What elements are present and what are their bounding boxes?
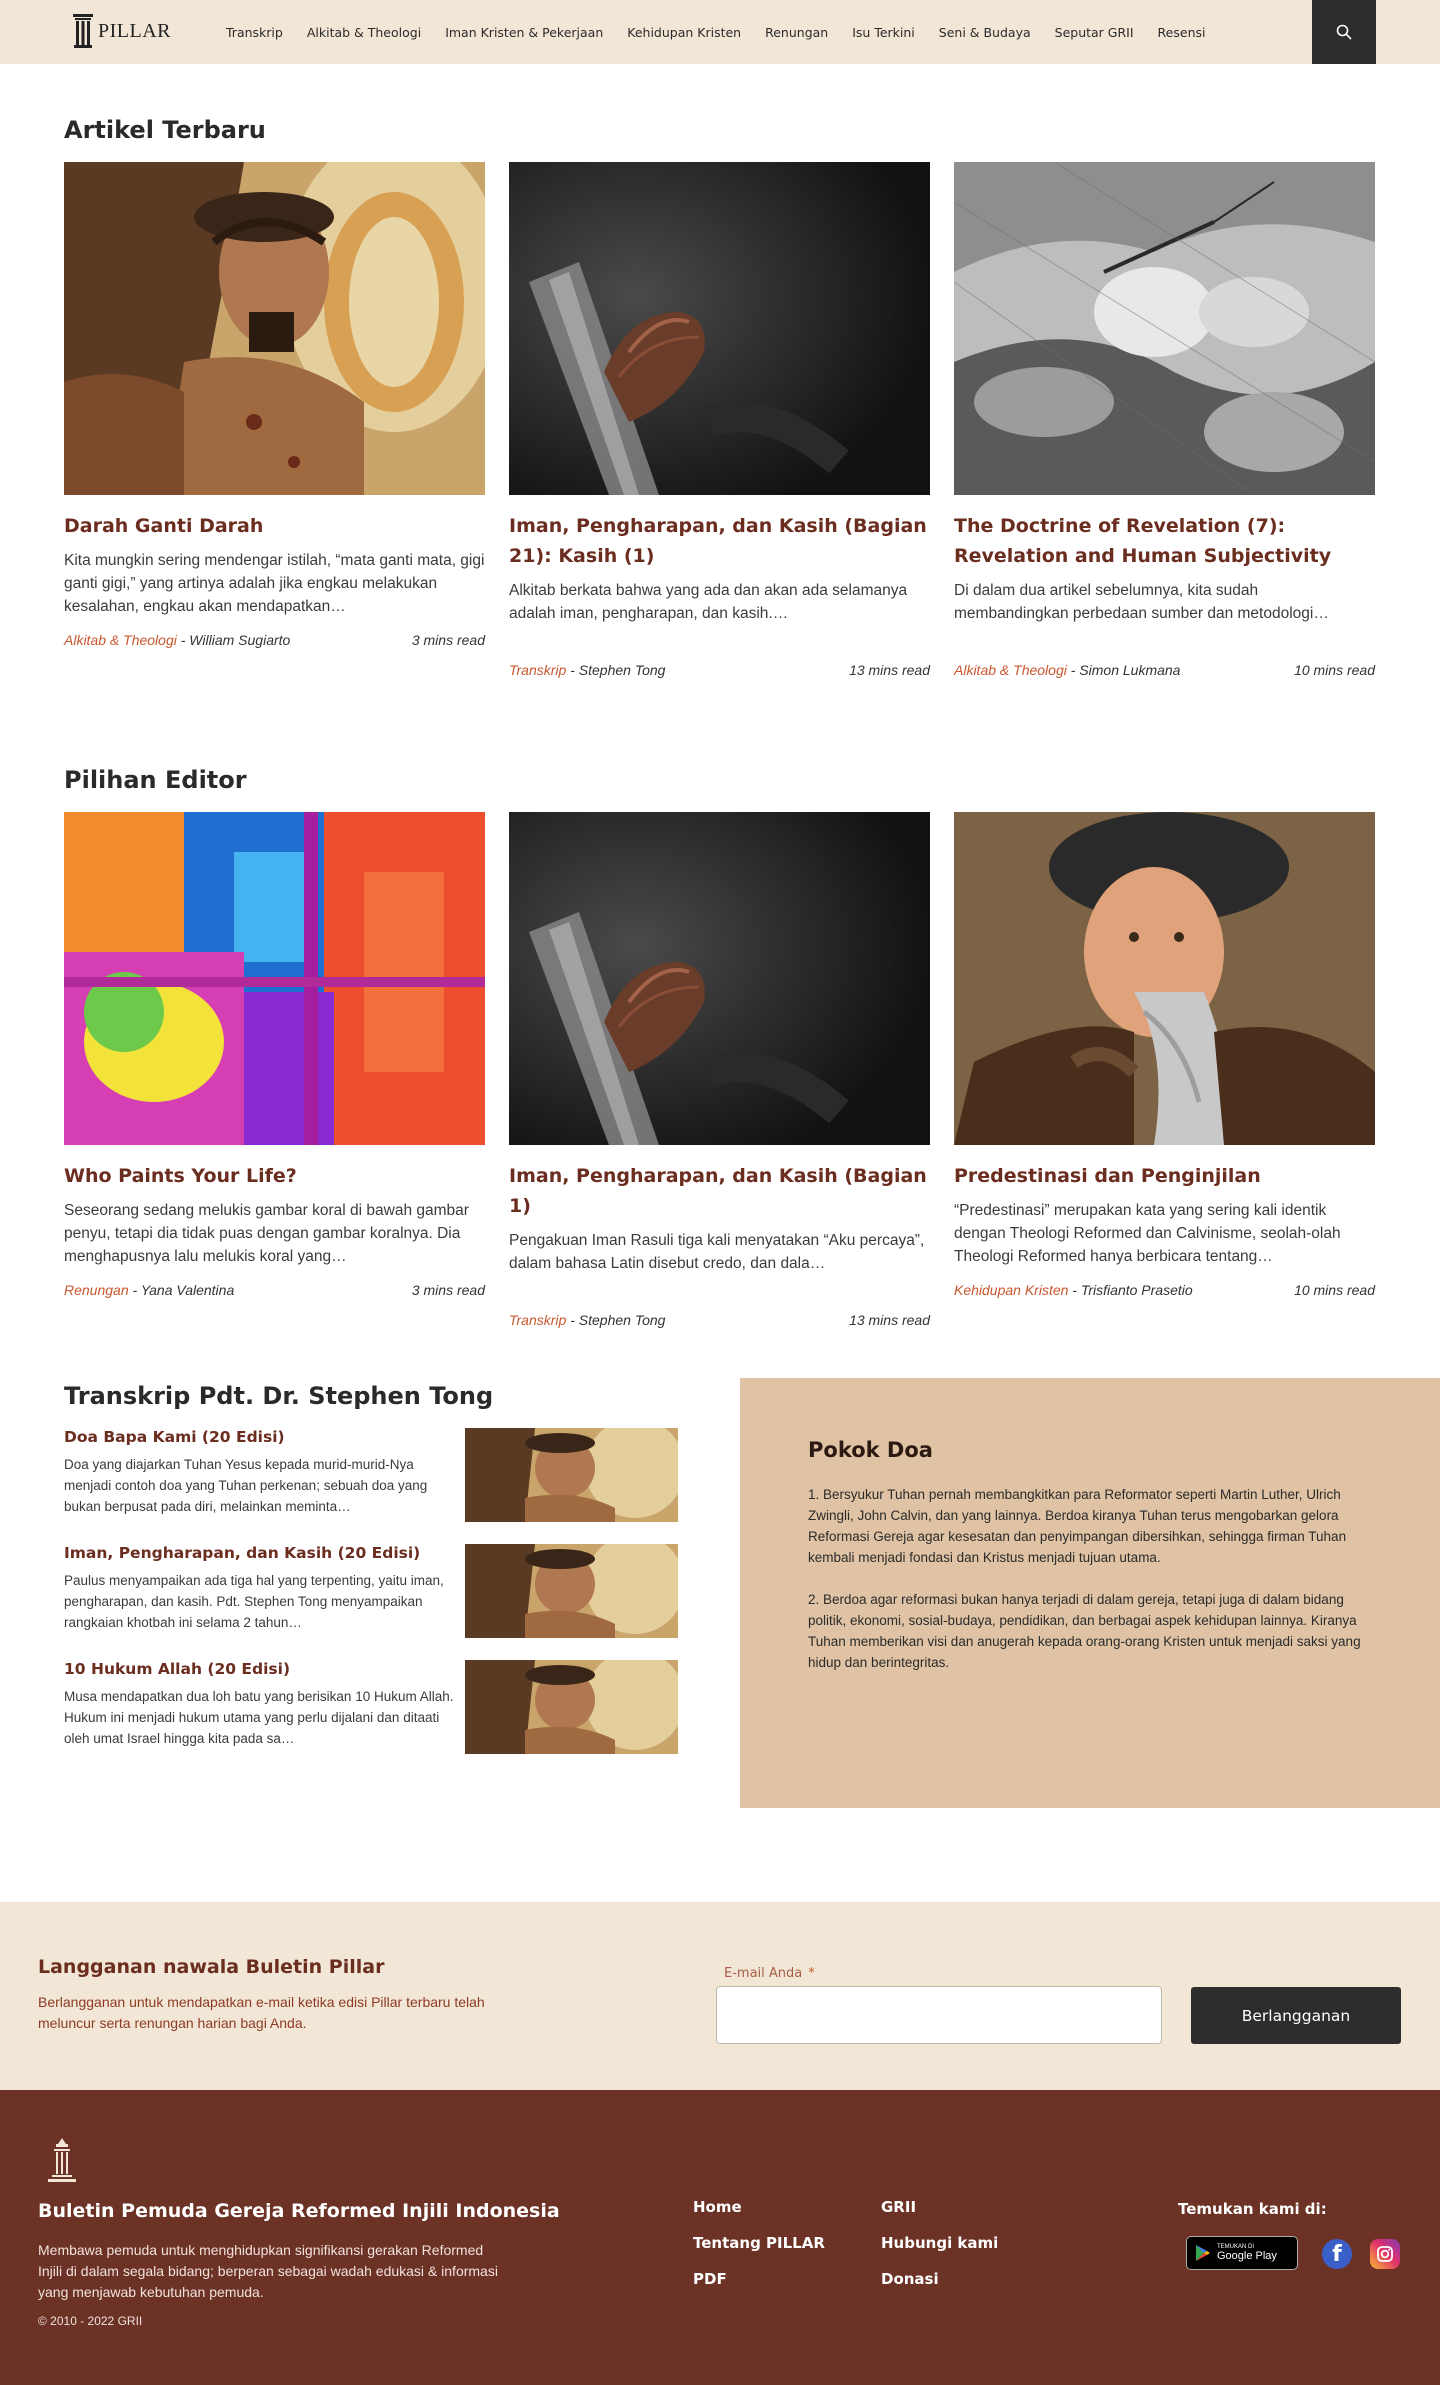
article-card[interactable] xyxy=(954,162,1375,678)
article-author: Yana Valentina xyxy=(140,1282,235,1298)
editors-pick-section xyxy=(0,678,1440,1328)
nav-seputar-grii[interactable]: Seputar GRII xyxy=(1054,24,1134,40)
article-author: Stephen Tong xyxy=(578,662,666,678)
article-author: William Sugiarto xyxy=(189,632,291,648)
nav-iman-kristen-pekerjaan[interactable]: Iman Kristen & Pekerjaan xyxy=(445,24,604,40)
footer-link-pdf[interactable]: PDF xyxy=(693,2270,727,2288)
find-us-label: Temukan kami di: xyxy=(1178,2200,1327,2218)
newsletter-description: Berlangganan untuk mendapatkan e-mail ketika edisi Pillar terbaru telah meluncur serta renungan harian bagi Anda. xyxy=(38,1994,485,2031)
instagram-icon[interactable] xyxy=(1370,2239,1400,2269)
site-footer xyxy=(0,2090,1440,2385)
article-card[interactable] xyxy=(509,812,930,1328)
copyright: © 2010 - 2022 GRII xyxy=(38,2314,143,2328)
footer-logo-icon xyxy=(46,2136,78,2191)
pillar-column-icon xyxy=(72,12,94,50)
article-title[interactable]: Iman, Pengharapan, dan Kasih (Bagian 21): Kasih (1) xyxy=(509,515,927,567)
article-card[interactable] xyxy=(64,812,485,1328)
article-read-time: 3 mins read xyxy=(411,1282,485,1298)
article-author: Simon Lukmana xyxy=(1079,662,1181,678)
transcript-excerpt: Musa mendapatkan dua loh batu yang berisikan 10 Hukum Allah. Hukum ini menjadi hukum utama yang perlu dijalani dan ditaati oleh umat Israel hingga kita pada sa… xyxy=(64,1689,454,1746)
transcript-prayer-section xyxy=(0,1378,1440,1808)
nav-transkrip[interactable]: Transkrip xyxy=(226,24,283,40)
article-card[interactable] xyxy=(64,162,485,678)
article-excerpt: Kita mungkin sering mendengar istilah, “mata ganti mata, gigi ganti gigi,” yang artinya adalah jika engkau melakukan kesalahan, engkau akan mendapatkan… xyxy=(64,552,485,615)
article-title[interactable]: Predestinasi dan Penginjilan xyxy=(954,1165,1261,1187)
article-title[interactable]: Who Paints Your Life? xyxy=(64,1165,297,1187)
prayer-points-panel xyxy=(740,1378,1440,1808)
latest-articles-section xyxy=(0,64,1440,678)
newsletter-section xyxy=(0,1902,1440,2090)
transcript-excerpt: Doa yang diajarkan Tuhan Yesus kepada murid-murid-Nya menjadi contoh doa yang Tuhan perkenan; sebuah doa yang bukan berpusat pada diri, melainkan meminta… xyxy=(64,1457,428,1514)
article-excerpt: “Predestinasi” merupakan kata yang sering kali identik dengan Theologi Reformed dan Calvinisme, seolah-olah Theologi Reformed hanya berbicara tentang… xyxy=(954,1202,1341,1265)
article-image-crucifix[interactable] xyxy=(64,162,485,495)
article-excerpt: Di dalam dua artikel sebelumnya, kita sudah membandingkan perbedaan sumber dan metodologi… xyxy=(954,582,1329,622)
transcript-item[interactable] xyxy=(64,1660,678,1754)
article-read-time: 3 mins read xyxy=(411,632,485,648)
article-image-praying-hands[interactable] xyxy=(509,162,930,495)
subscribe-button[interactable]: Berlangganan xyxy=(1191,1987,1401,2044)
article-author: Stephen Tong xyxy=(578,1312,666,1328)
article-meta: Transkrip - Stephen Tong 13 mins read xyxy=(509,662,930,678)
article-category[interactable]: Alkitab & Theologi xyxy=(954,662,1067,678)
nav-isu-terkini[interactable]: Isu Terkini xyxy=(852,24,915,40)
newsletter-title: Langganan nawala Buletin Pillar xyxy=(38,1956,385,1978)
nav-alkitab-theologi[interactable]: Alkitab & Theologi xyxy=(306,24,422,40)
pillar-logo[interactable] xyxy=(72,12,171,50)
article-category[interactable]: Transkrip xyxy=(509,1312,567,1328)
prayer-point-2: 2. Berdoa agar reformasi bukan hanya terjadi di dalam gereja, tetapi juga di dalam bidang politik, ekonomi, sosial-budaya, pendidikan, dan berbagai aspek kehidupan lainnya. Kiranya Tuhan memberikan visi dan anugerah kepada orang-orang Kristen untuk menjadi saksi yang hidup dan berintegritas. xyxy=(808,1592,1361,1670)
transcript-item[interactable] xyxy=(64,1428,678,1522)
google-play-icon xyxy=(1195,2244,1211,2262)
footer-link-home[interactable]: Home xyxy=(693,2198,742,2216)
footer-link-tentang-pillar[interactable]: Tentang PILLAR xyxy=(693,2234,825,2252)
article-read-time: 13 mins read xyxy=(849,662,930,678)
article-title[interactable]: The Doctrine of Revelation (7): Revelation and Human Subjectivity xyxy=(954,515,1332,567)
article-image-abstract-paint[interactable] xyxy=(64,812,485,1145)
logo-text: PILLAR xyxy=(98,19,171,42)
article-author: Trisfianto Prasetio xyxy=(1080,1282,1193,1298)
footer-title: Buletin Pemuda Gereja Reformed Injili Indonesia xyxy=(38,2200,560,2222)
article-meta: Alkitab & Theologi - William Sugiarto 3 mins read xyxy=(64,632,485,648)
article-category[interactable]: Alkitab & Theologi xyxy=(64,632,177,648)
article-meta: Kehidupan Kristen - Trisfianto Prasetio 10 mins read xyxy=(954,1282,1375,1298)
search-button[interactable] xyxy=(1312,0,1376,64)
article-meta: Alkitab & Theologi - Simon Lukmana 10 mins read xyxy=(954,662,1375,678)
article-meta: Renungan - Yana Valentina 3 mins read xyxy=(64,1282,485,1298)
article-card[interactable] xyxy=(954,812,1375,1328)
facebook-icon[interactable]: f xyxy=(1322,2239,1352,2269)
section-title: Pilihan Editor xyxy=(64,766,247,794)
required-marker: * xyxy=(808,1966,815,1981)
prayer-point-1: 1. Bersyukur Tuhan pernah membangkitkan para Reformator seperti Martin Luther, Ulrich Zwingli, John Calvin, dan yang lainnya. Berdoa kiranya Tuhan terus mengobarkan gelora Reformasi Gereja agar kesesatan dan penyimpangan dibersihkan, sehingga firman Tuhan kembali menjadi fondasi dan Kristus menjadi tujuan utama. xyxy=(808,1487,1347,1565)
section-title: Artikel Terbaru xyxy=(64,116,266,144)
transcript-thumbnail[interactable] xyxy=(465,1428,678,1522)
email-input[interactable] xyxy=(716,1986,1162,2044)
transcript-title[interactable]: 10 Hukum Allah (20 Edisi) xyxy=(64,1660,291,1678)
site-header xyxy=(0,0,1440,64)
footer-description: Membawa pemuda untuk menghidupkan signifikansi gerakan Reformed Injili di dalam segala bidang; berperan sebagai wadah edukasi & informasi yang menjawab kebutuhan pemuda. xyxy=(38,2242,498,2300)
email-label: E-mail Anda * xyxy=(724,1966,815,1981)
transcript-list xyxy=(64,1378,678,1754)
search-icon xyxy=(1336,24,1352,40)
google-play-text: Google Play xyxy=(1217,2250,1277,2262)
nav-seni-budaya[interactable]: Seni & Budaya xyxy=(938,24,1031,40)
nav-renungan[interactable]: Renungan xyxy=(765,24,829,40)
article-read-time: 13 mins read xyxy=(849,1312,930,1328)
transcript-title[interactable]: Iman, Pengharapan, dan Kasih (20 Edisi) xyxy=(64,1544,421,1562)
transcript-thumbnail[interactable] xyxy=(465,1660,678,1754)
nav-resensi[interactable]: Resensi xyxy=(1157,24,1206,40)
article-category[interactable]: Kehidupan Kristen xyxy=(954,1282,1069,1298)
article-read-time: 10 mins read xyxy=(1294,662,1375,678)
transcript-thumbnail[interactable] xyxy=(465,1544,678,1638)
article-excerpt: Alkitab berkata bahwa yang ada dan akan ada selamanya adalah iman, pengharapan, dan kasih.… xyxy=(509,582,908,622)
article-image-engraving[interactable] xyxy=(954,162,1375,495)
article-meta: Transkrip - Stephen Tong 13 mins read xyxy=(509,1312,930,1328)
section-title: Transkrip Pdt. Dr. Stephen Tong xyxy=(64,1382,494,1410)
google-play-small-text: TEMUKAN DI xyxy=(1217,2244,1255,2250)
article-category[interactable]: Renungan xyxy=(64,1282,129,1298)
footer-link-grii[interactable]: GRII xyxy=(881,2198,917,2216)
footer-links xyxy=(693,2198,1021,2288)
transcript-title[interactable]: Doa Bapa Kami (20 Edisi) xyxy=(64,1428,285,1446)
nav-kehidupan-kristen[interactable]: Kehidupan Kristen xyxy=(627,24,742,40)
main-nav xyxy=(226,0,1205,64)
transcript-excerpt: Paulus menyampaikan ada tiga hal yang terpenting, yaitu iman, pengharapan, dan kasih. Pdt. Stephen Tong menyampaikan rangkaian khotbah ini selama 2 tahun… xyxy=(64,1573,444,1630)
article-excerpt: Pengakuan Iman Rasuli tiga kali menyatakan “Aku percaya”, dalam bahasa Latin disebut credo, dan dala… xyxy=(509,1232,925,1272)
article-card[interactable] xyxy=(509,162,930,678)
article-excerpt: Seseorang sedang melukis gambar koral di bawah gambar penyu, tetapi dia tidak puas dengan gambar koralnya. Dia menghapusnya lalu melukis koral yang… xyxy=(64,1202,469,1265)
prayer-title: Pokok Doa xyxy=(808,1438,933,1462)
article-title[interactable]: Iman, Pengharapan, dan Kasih (Bagian 1) xyxy=(509,1165,927,1217)
article-read-time: 10 mins read xyxy=(1294,1282,1375,1298)
footer-link-hubungi-kami[interactable]: Hubungi kami xyxy=(881,2234,999,2252)
transcript-item[interactable] xyxy=(64,1544,678,1638)
footer-link-donasi[interactable]: Donasi xyxy=(881,2270,939,2288)
google-play-badge[interactable] xyxy=(1186,2236,1298,2270)
article-category[interactable]: Transkrip xyxy=(509,662,567,678)
article-image-portrait[interactable] xyxy=(954,812,1375,1145)
article-image-praying-hands[interactable] xyxy=(509,812,930,1145)
article-title[interactable]: Darah Ganti Darah xyxy=(64,515,264,537)
